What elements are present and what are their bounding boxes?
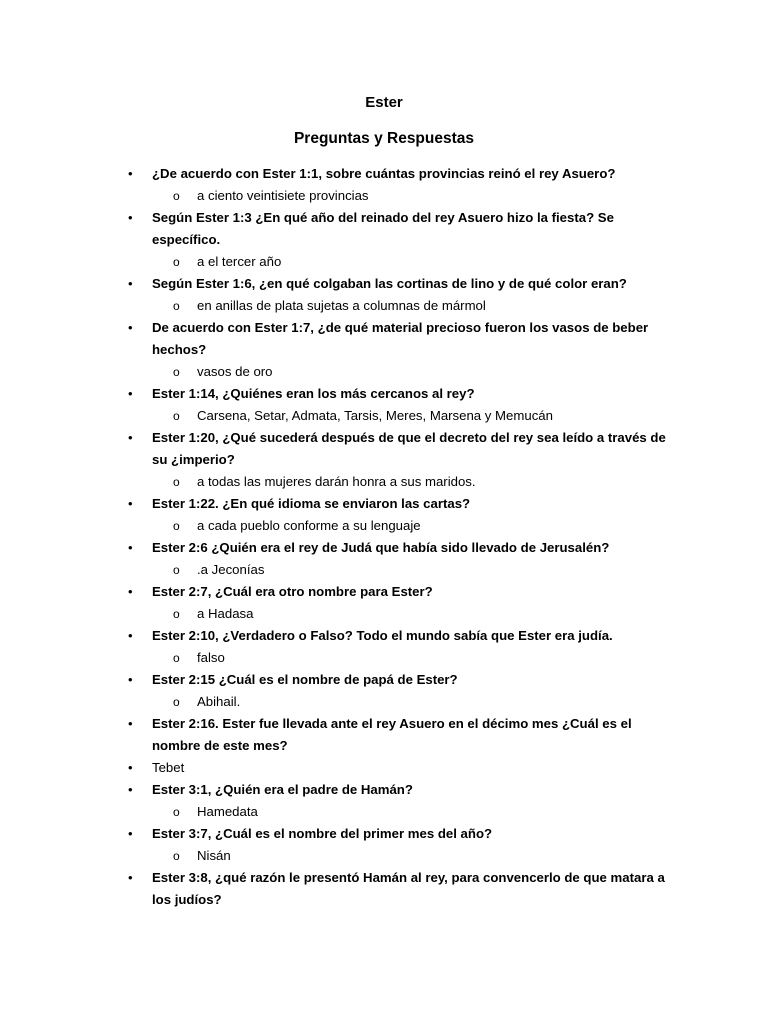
answer-text: Hamedata (197, 804, 258, 819)
question-text: Ester 2:10, ¿Verdadero o Falso? Todo el mundo sabía que Ester era judía. (152, 628, 613, 643)
question-item (0, 823, 768, 845)
question-item (0, 779, 768, 801)
answer-text: a cada pueblo conforme a su lenguaje (197, 518, 421, 533)
question-item (0, 581, 768, 603)
question-item (0, 669, 768, 691)
answer-item (0, 185, 768, 207)
bullet-icon: • (128, 826, 133, 841)
bullet-icon: • (128, 496, 133, 511)
question-item (0, 207, 768, 251)
answer-text: a todas las mujeres darán honra a sus maridos. (197, 474, 476, 489)
question-item (0, 493, 768, 515)
question-text: Ester 2:7, ¿Cuál era otro nombre para Ester? (152, 584, 433, 599)
qa-list (0, 163, 768, 911)
bullet-icon: • (128, 320, 133, 335)
bullet-icon: • (128, 760, 133, 775)
answer-item (0, 471, 768, 493)
answer-item (0, 559, 768, 581)
answer-text: en anillas de plata sujetas a columnas de mármol (197, 298, 486, 313)
answer-item (0, 361, 768, 383)
question-item (0, 163, 768, 185)
bullet-icon: • (128, 386, 133, 401)
bullet-icon: • (128, 628, 133, 643)
question-item (0, 383, 768, 405)
question-text: Ester 1:22. ¿En qué idioma se enviaron las cartas? (152, 496, 471, 511)
question-text: Ester 3:8, ¿qué razón le presentó Hamán al rey, para convencerlo de que matara a los judíos? (152, 870, 665, 907)
answer-item (0, 801, 768, 823)
answer-text: Nisán (197, 848, 231, 863)
question-item (0, 427, 768, 471)
bullet-icon: • (128, 672, 133, 687)
question-text: Ester 2:6 ¿Quién era el rey de Judá que había sido llevado de Jerusalén? (152, 540, 610, 555)
sub-bullet-icon: o (173, 805, 180, 819)
sub-bullet-icon: o (173, 409, 180, 423)
answer-item (0, 515, 768, 537)
answer-item (0, 691, 768, 713)
question-text: ¿De acuerdo con Ester 1:1, sobre cuántas provincias reinó el rey Asuero? (152, 166, 616, 181)
sub-bullet-icon: o (173, 475, 180, 489)
sub-bullet-icon: o (173, 651, 180, 665)
answer-item (0, 295, 768, 317)
document-title: Ester (365, 94, 403, 111)
answer-text: Abihail. (197, 694, 241, 709)
sub-bullet-icon: o (173, 255, 180, 269)
question-text: Ester 1:14, ¿Quiénes eran los más cercanos al rey? (152, 386, 475, 401)
answer-text: Carsena, Setar, Admata, Tarsis, Meres, Marsena y Memucán (197, 408, 553, 423)
question-item (0, 537, 768, 559)
answer-text: vasos de oro (197, 364, 273, 379)
bullet-icon: • (128, 166, 133, 181)
sub-bullet-icon: o (173, 365, 180, 379)
question-item (0, 867, 768, 911)
question-text: Ester 3:7, ¿Cuál es el nombre del primer mes del año? (152, 826, 493, 841)
question-item (0, 625, 768, 647)
answer-text: a el tercer año (197, 254, 282, 269)
question-text: Ester 1:20, ¿Qué sucederá después de que el decreto del rey sea leído a través de su ¿imperio? (152, 430, 666, 467)
sub-bullet-icon: o (173, 849, 180, 863)
answer-item (0, 405, 768, 427)
answer-item (0, 603, 768, 625)
question-item (0, 757, 768, 779)
bullet-icon: • (128, 540, 133, 555)
sub-bullet-icon: o (173, 519, 180, 533)
document-subtitle: Preguntas y Respuestas (293, 130, 475, 147)
sub-bullet-icon: o (173, 607, 180, 621)
answer-text: falso (197, 650, 225, 665)
question-text: Ester 3:1, ¿Quién era el padre de Hamán? (152, 782, 413, 797)
question-item (0, 273, 768, 295)
answer-item (0, 251, 768, 273)
answer-text: a Hadasa (197, 606, 254, 621)
bullet-icon: • (128, 430, 133, 445)
question-item (0, 713, 768, 757)
bullet-icon: • (128, 782, 133, 797)
bullet-icon: • (128, 210, 133, 225)
question-text: De acuerdo con Ester 1:7, ¿de qué material precioso fueron los vasos de beber hechos? (152, 320, 649, 357)
sub-bullet-icon: o (173, 563, 180, 577)
answer-text: a ciento veintisiete provincias (197, 188, 369, 203)
bullet-icon: • (128, 276, 133, 291)
sub-bullet-icon: o (173, 299, 180, 313)
sub-bullet-icon: o (173, 695, 180, 709)
question-item (0, 317, 768, 361)
question-text: Ester 2:16. Ester fue llevada ante el rey Asuero en el décimo mes ¿Cuál es el nombre de este mes? (152, 716, 632, 753)
sub-bullet-icon: o (173, 189, 180, 203)
answer-item (0, 845, 768, 867)
question-text: Según Ester 1:3 ¿En qué año del reinado del rey Asuero hizo la fiesta? Se específico. (152, 210, 614, 247)
question-text: Según Ester 1:6, ¿en qué colgaban las cortinas de lino y de qué color eran? (152, 276, 627, 291)
bullet-icon: • (128, 870, 133, 885)
answer-item (0, 647, 768, 669)
question-text: Tebet (152, 760, 185, 775)
bullet-icon: • (128, 584, 133, 599)
answer-text: .a Jeconías (197, 562, 265, 577)
bullet-icon: • (128, 716, 133, 731)
question-text: Ester 2:15 ¿Cuál es el nombre de papá de Ester? (152, 672, 458, 687)
